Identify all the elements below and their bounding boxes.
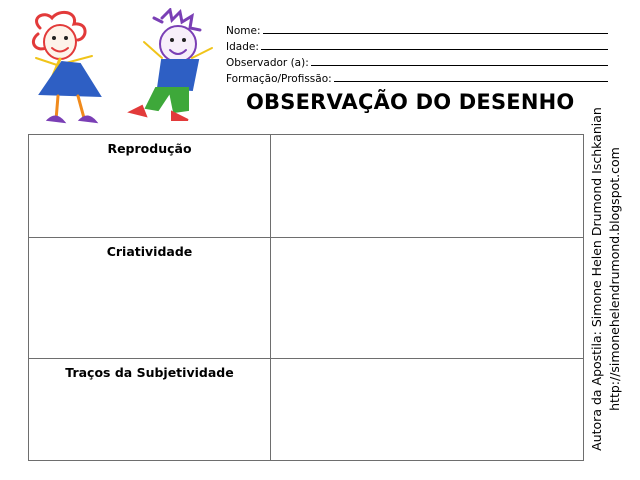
- observation-table: [28, 134, 584, 461]
- table-row: [29, 135, 583, 238]
- age-label: Idade:: [226, 41, 259, 53]
- name-field[interactable]: [226, 21, 608, 37]
- form-fields: [226, 21, 608, 85]
- row-label-creativity: Criatividade: [29, 238, 271, 358]
- name-label: Nome:: [226, 25, 261, 37]
- age-line[interactable]: [261, 49, 608, 50]
- table-row: [29, 238, 583, 359]
- kids-drawing-illustration: [22, 8, 227, 133]
- row-value-creativity[interactable]: [271, 238, 583, 358]
- observer-field[interactable]: [226, 53, 608, 69]
- row-value-reproduction[interactable]: [271, 135, 583, 237]
- profession-label: Formação/Profissão:: [226, 73, 332, 85]
- girl-figure: [33, 12, 100, 122]
- observer-label: Observador (a):: [226, 57, 309, 69]
- row-label-subjectivity: Traços da Subjetividade: [29, 359, 271, 460]
- profession-line[interactable]: [334, 81, 608, 82]
- name-line[interactable]: [263, 33, 608, 34]
- table-row: [29, 359, 583, 460]
- author-credit: Autora da Apostila: Simone Helen Drumond Ischkanian: [589, 107, 604, 451]
- boy-figure: [130, 10, 212, 120]
- profession-field[interactable]: [226, 69, 608, 85]
- row-label-reproduction: Reprodução: [29, 135, 271, 237]
- page-title: OBSERVAÇÃO DO DESENHO: [246, 90, 575, 114]
- blog-url[interactable]: http://simonehelendrumond.blogspot.com: [607, 147, 622, 411]
- age-field[interactable]: [226, 37, 608, 53]
- credits-vertical: [588, 94, 624, 464]
- row-value-subjectivity[interactable]: [271, 359, 583, 460]
- observer-line[interactable]: [311, 65, 608, 66]
